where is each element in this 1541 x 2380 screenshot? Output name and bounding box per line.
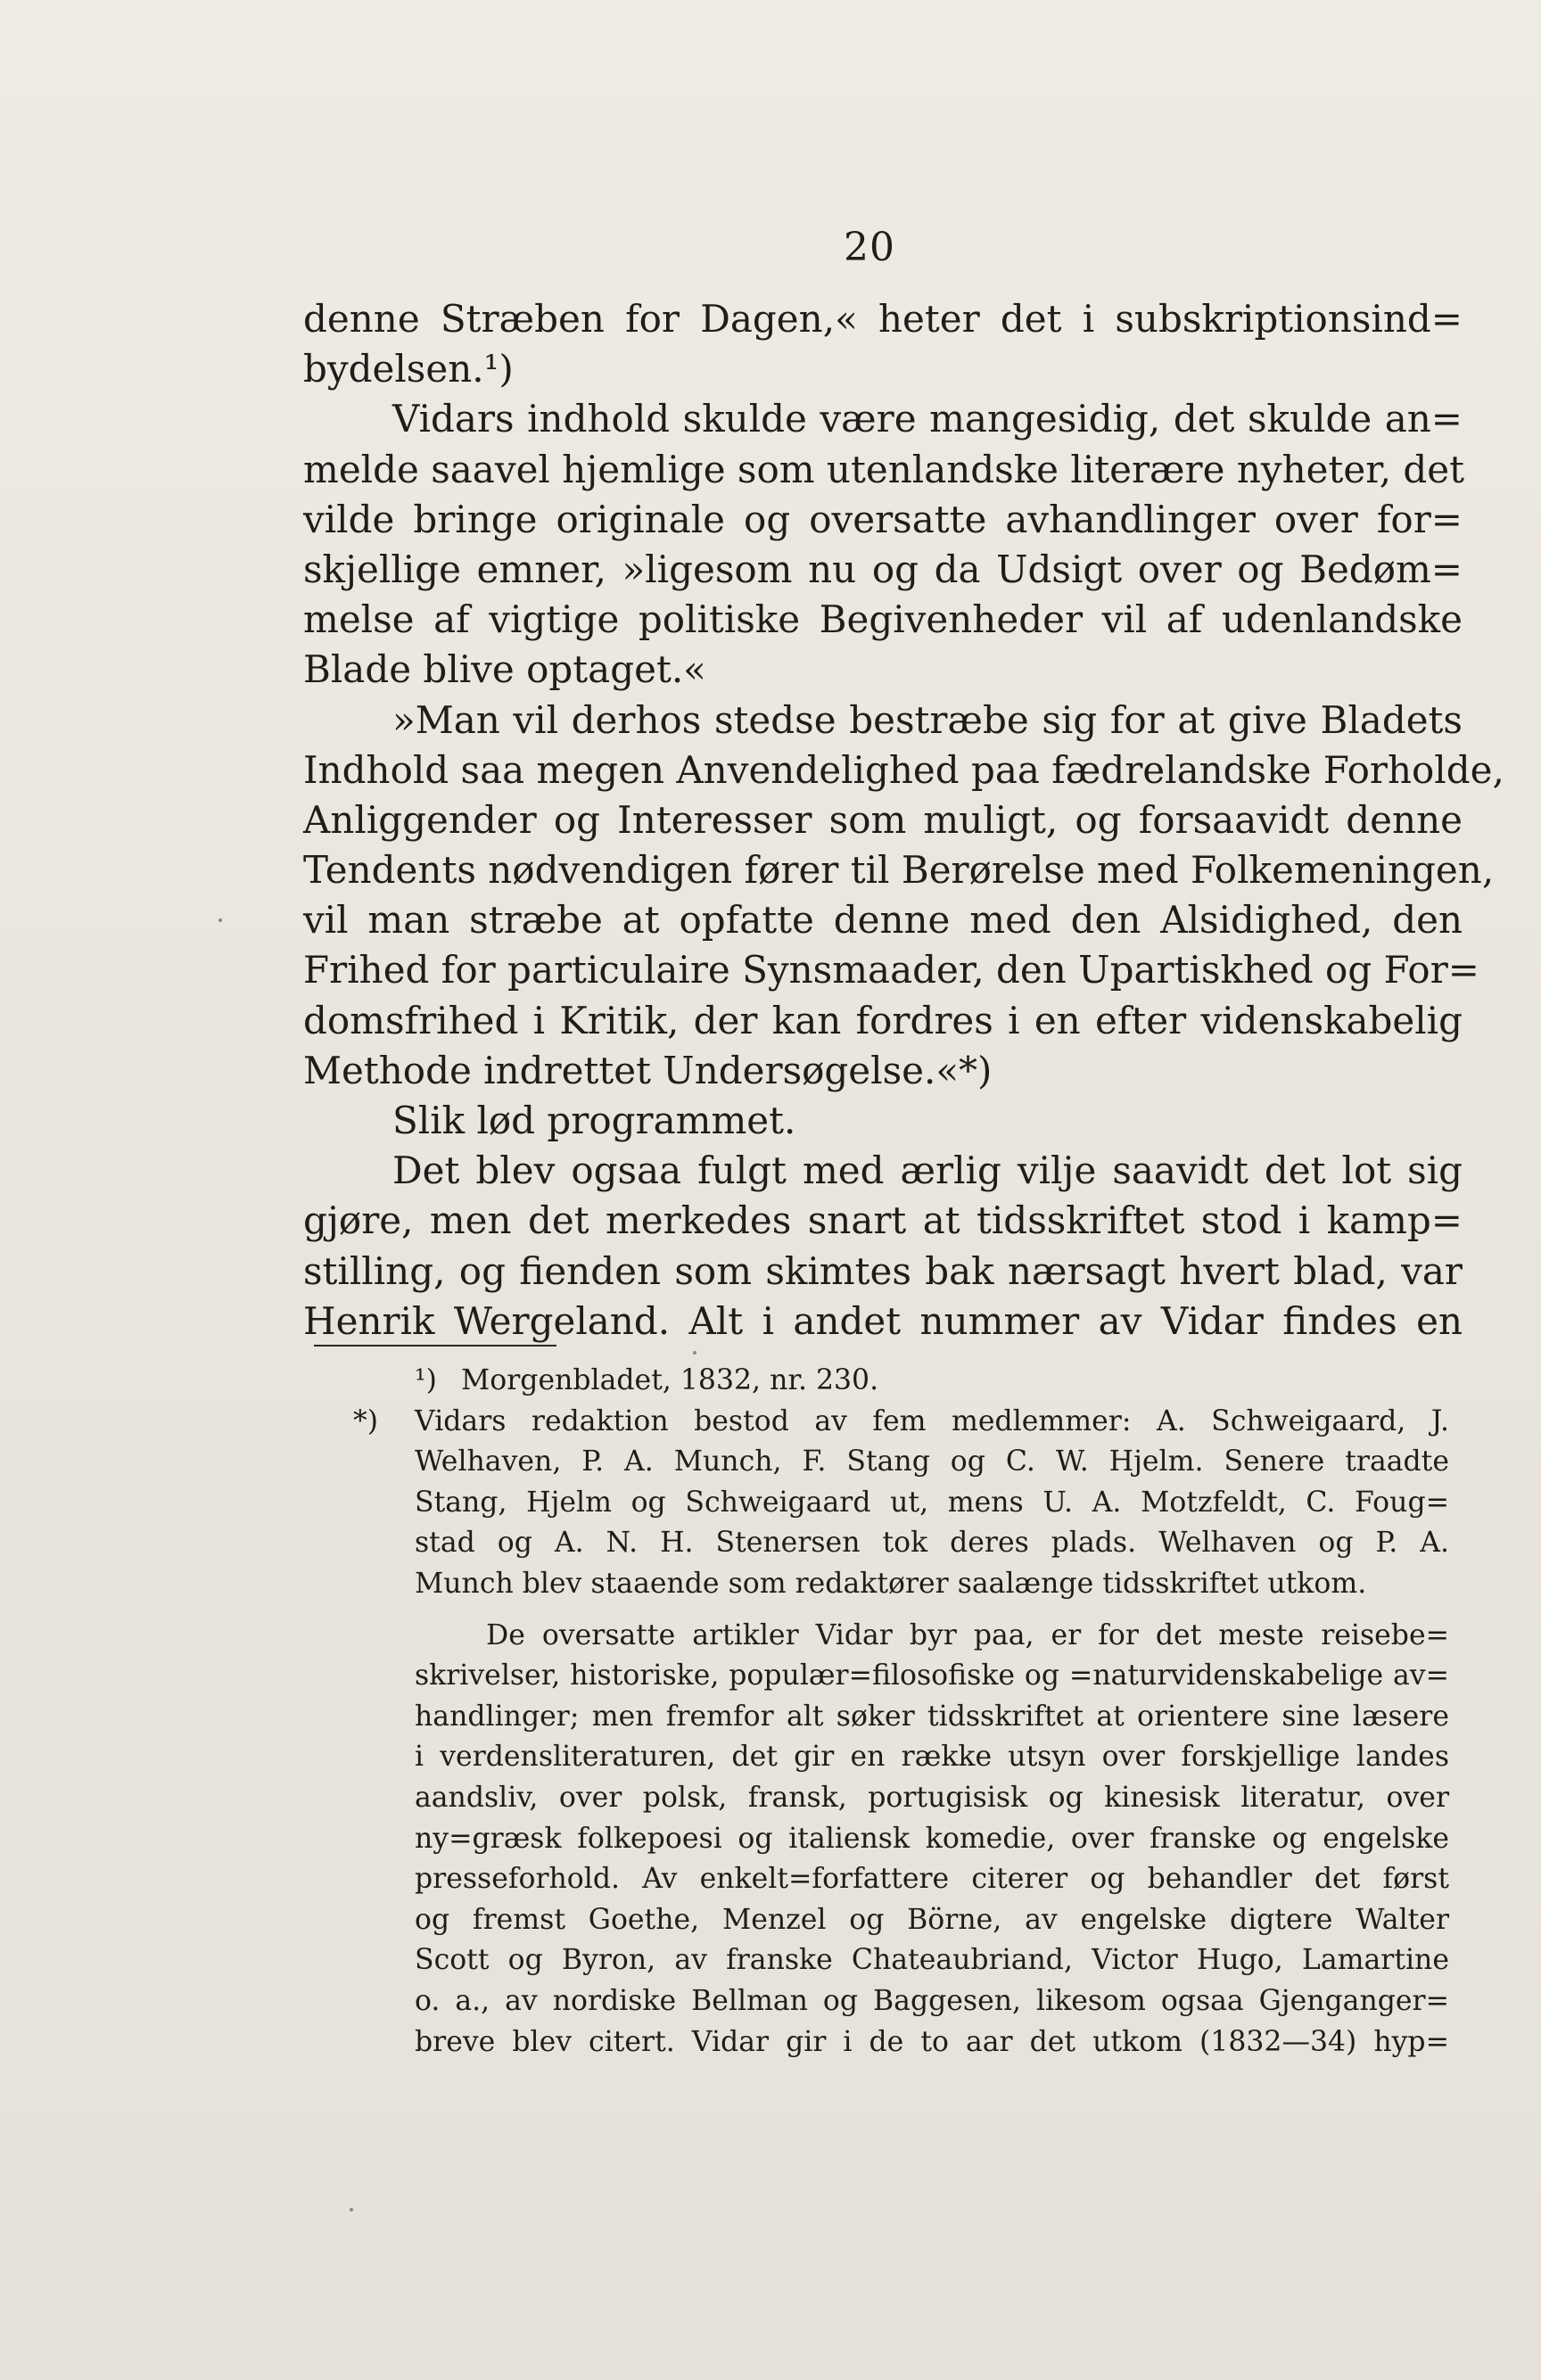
body-line: Methode indrettet Undersøgelse.«*) [303,1048,993,1092]
body-line: vilde bringe originale og oversatte avhandlinger over for= [303,497,1463,541]
footnote-line: Welhaven, P. A. Munch, F. Stang og C. W. Hjelm. Senere traadte [415,1445,1449,1478]
footnote-marker-2: *) [353,1404,379,1437]
body-line: Indhold saa megen Anvendelighed paa fædrelandske Forholde, [303,747,1504,792]
footnote-line: og fremst Goethe, Menzel og Börne, av engelske digtere Walter [415,1903,1449,1936]
body-line: bydelsen.¹) [303,347,514,391]
footnote-marker-1: ¹) [415,1364,437,1396]
footnote-line: Munch blev staaende som redaktører saalænge tidsskriftet utkom. [415,1567,1367,1600]
body-line: melde saavel hjemlige som utenlandske literære nyheter, det [303,447,1465,491]
body-line: melse af vigtige politiske Begivenheder vil af udenlandske [303,597,1463,642]
footnote-line: Morgenbladet, 1832, nr. 230. [461,1364,879,1396]
body-line: skjellige emner, »ligesom nu og da Udsigt over og Bedøm= [303,547,1463,591]
body-line: Anliggender og Interesser som muligt, og forsaavidt denne [303,797,1463,842]
footnote-line: Vidars redaktion bestod av fem medlemmer: A. Schweigaard, J. [415,1404,1449,1437]
footnote-line: i verdensliteraturen, det gir en række utsyn over forskjellige landes [415,1741,1449,1774]
footnote-line: skrivelser, historiske, populær=filosofiske og =naturvidenskabelige av= [415,1659,1449,1692]
body-line: Slik lød programmet. [392,1099,796,1142]
body-line: vil man stræbe at opfatte denne med den Alsidighed, den [303,898,1463,943]
footnote-line: aandsliv, over polsk, fransk, portugisisk og kinesisk literatur, over [415,1781,1449,1814]
footnote-divider [314,1345,556,1346]
footnote-line: De oversatte artikler Vidar byr paa, er for det meste reisebe= [486,1618,1449,1651]
footnote-line: Scott og Byron, av franske Chateaubriand, Victor Hugo, Lamartine [415,1944,1449,1977]
paper-speck [693,1351,696,1355]
body-line: stilling, og fienden som skimtes bak nærsagt hvert blad, var [303,1248,1463,1293]
body-text [303,294,1504,1346]
footnote-paragraph-gap [415,1605,1449,1616]
footnote-line: ny=græsk folkepoesi og italiensk komedie, over franske og engelske [415,1822,1449,1855]
page-number: 20 [844,225,895,270]
body-line: gjøre, men det merkedes snart at tidsskriftet stod i kamp= [303,1198,1463,1243]
paper-speck [350,2208,353,2211]
body-line: Blade blive optaget.« [303,647,706,692]
body-line: Tendents nødvendigen fører til Berørelse med Folkemeningen, [303,848,1495,893]
paper-speck [218,918,222,922]
footnote-line: handlinger; men fremfor alt søker tidsskriftet at orientere sine læsere [415,1700,1449,1733]
footnote-line: o. a., av nordiske Bellman og Baggesen, likesom ogsaa Gjenganger= [415,1984,1449,2017]
body-line: Det blev ogsaa fulgt med ærlig vilje saavidt det lot sig [392,1149,1463,1193]
footnote-line: Stang, Hjelm og Schweigaard ut, mens U. A. Motzfeldt, C. Foug= [415,1486,1449,1519]
body-line: Frihed for particulaire Synsmaader, den Upartiskhed og For= [303,948,1479,992]
body-line: denne Stræben for Dagen,« heter det i subskriptionsind= [303,297,1463,341]
footnote-line: presseforhold. Av enkelt=forfattere citerer og behandler det først [415,1863,1449,1896]
body-line: domsfrihed i Kritik, der kan fordres i en efter videnskabelig [303,998,1463,1042]
body-line: Henrik Wergeland. Alt i andet nummer av Vidar findes en [303,1298,1463,1343]
body-line: Vidars indhold skulde være mangesidig, det skulde an= [392,397,1463,441]
body-line: »Man vil derhos stedse bestræbe sig for at give Bladets [392,697,1463,742]
footnote-line: breve blev citert. Vidar gir i de to aar det utkom (1832—34) hyp= [415,2025,1449,2058]
footnotes [415,1361,1449,2063]
footnote-line: stad og A. N. H. Stenersen tok deres plads. Welhaven og P. A. [415,1527,1449,1560]
